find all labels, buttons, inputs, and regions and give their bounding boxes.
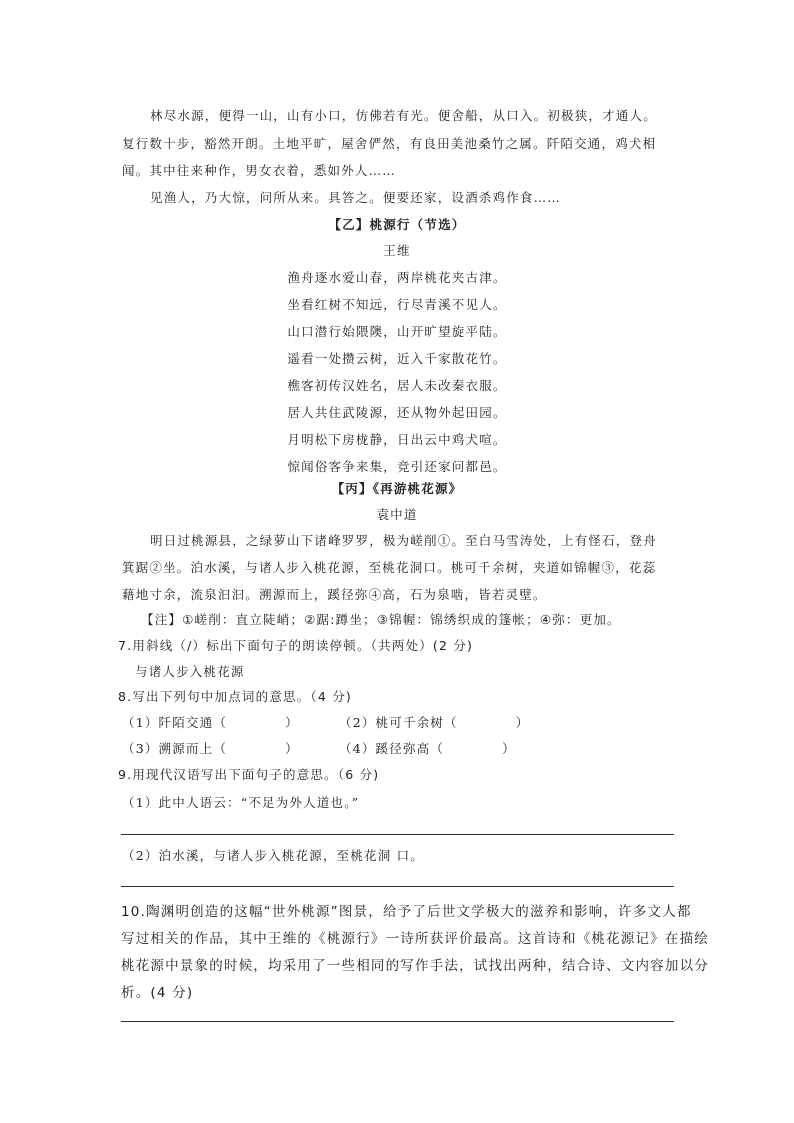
q10-line-2: 写过相关的作品，其中王维的《桃源行》一诗所获评价最高。这首诗和《桃花源记》在描绘 <box>121 931 709 947</box>
q10-line-3: 桃花源中景象的时候，均采用了一些相同的写作手法，试找出两种，结合诗、文内容加以分 <box>121 958 709 974</box>
answer-line[interactable] <box>121 886 674 887</box>
q9-prompt: 9.用现代汉语写出下面句子的意思。（6 分) <box>118 767 380 782</box>
q9-item-2: （2）泊水溪，与诸人步入桃花源，至桃花洞 口。 <box>122 848 425 863</box>
poem-line: 樵客初传汉姓名，居人未改秦衣服。 <box>287 378 507 393</box>
q8-prompt: 8.写出下列句中加点词的意思。（4 分) <box>118 689 352 704</box>
q9-item-1: （1）此中人语云：“不足为外人道也。” <box>122 795 360 810</box>
bracket-close: ） <box>285 741 299 756</box>
q8-item-2-text: （2）桃可千余树（ <box>339 715 458 730</box>
jia-line-2: 复行数十步，豁然开朗。土地平旷，屋舍俨然，有良田美池桑竹之属。阡陌交通，鸡犬相 <box>122 136 657 151</box>
poem-line: 居人共住武陵源，还从物外起田园。 <box>287 405 507 420</box>
bing-note: 【注】①嵯削：直立陡峭；②踞:蹲坐；③锦幄：锦绣织成的篷帐；④弥：更加。 <box>141 612 621 627</box>
yi-author: 王维 <box>383 243 411 258</box>
poem-line: 山口潜行始隈隩，山开旷望旋平陆。 <box>287 324 507 339</box>
bing-line-3: 藉地寸余，流泉汩汩。溯源而上，蹊径弥④高，石为泉啮，皆若灵壁。 <box>122 587 547 602</box>
bracket-close: ） <box>285 715 299 730</box>
bing-title: 【丙】《再游桃花源》 <box>331 481 463 496</box>
q8-item-4-text: （4）蹊径弥高（ <box>339 741 445 756</box>
q8-item-1 <box>122 715 299 731</box>
q7-prompt: 7.用斜线（/）标出下面句子的朗读停顿。（共两处）(2 分) <box>118 638 474 653</box>
bing-line-2: 箕踞②坐。泊水溪，与诸人步入桃花源，至桃花洞口。桃可千余树，夹道如锦幄③，花蕊 <box>122 560 657 575</box>
q10-line-1: 10.陶渊明创造的这幅“世外桃源”图景，给予了后世文学极大的滋养和影响，许多文人都 <box>121 904 692 920</box>
q8-item-1-text: （1）阡陌交通（ <box>122 715 228 730</box>
poem-line: 惊闻俗客争来集，竞引还家问都邑。 <box>287 459 507 474</box>
poem-line: 渔舟逐水爱山春，两岸桃花夹古津。 <box>287 270 507 285</box>
bing-line-1: 明日过桃源县，之绿萝山下诸峰罗罗，极为嵯削①。至白马雪涛处，上有怪石，登舟 <box>150 533 657 548</box>
jia-line-1: 林尽水源，便得一山，山有小口，仿佛若有光。便舍船，从口入。初极狭，才通人。 <box>150 108 657 123</box>
bracket-close: ） <box>502 741 516 756</box>
poem-line: 月明松下房栊静，日出云中鸡犬喧。 <box>287 432 507 447</box>
answer-line[interactable] <box>121 834 674 835</box>
q8-item-4 <box>339 741 516 757</box>
q8-item-2 <box>339 715 529 731</box>
bing-author: 袁中道 <box>376 507 418 522</box>
q7-sentence: 与诸人步入桃花源 <box>135 664 245 679</box>
jia-line-3: 闻。其中往来种作，男女衣着，悉如外人…… <box>122 163 397 178</box>
q8-item-3-text: （3）溯源而上（ <box>122 741 228 756</box>
bracket-close: ） <box>515 715 530 730</box>
jia-line-4: 见渔人，乃大惊，问所从来。具答之。便要还家，设酒杀鸡作食…… <box>150 190 562 205</box>
poem-line: 坐看红树不知远，行尽青溪不见人。 <box>287 297 507 312</box>
answer-line[interactable] <box>121 1021 674 1022</box>
q8-item-3 <box>122 741 299 757</box>
q10-line-4: 析。(4 分) <box>121 985 194 1001</box>
yi-title: 【乙】桃源行（节选） <box>328 217 466 232</box>
poem-line: 遥看一处攒云树，近入千家散花竹。 <box>287 351 507 366</box>
